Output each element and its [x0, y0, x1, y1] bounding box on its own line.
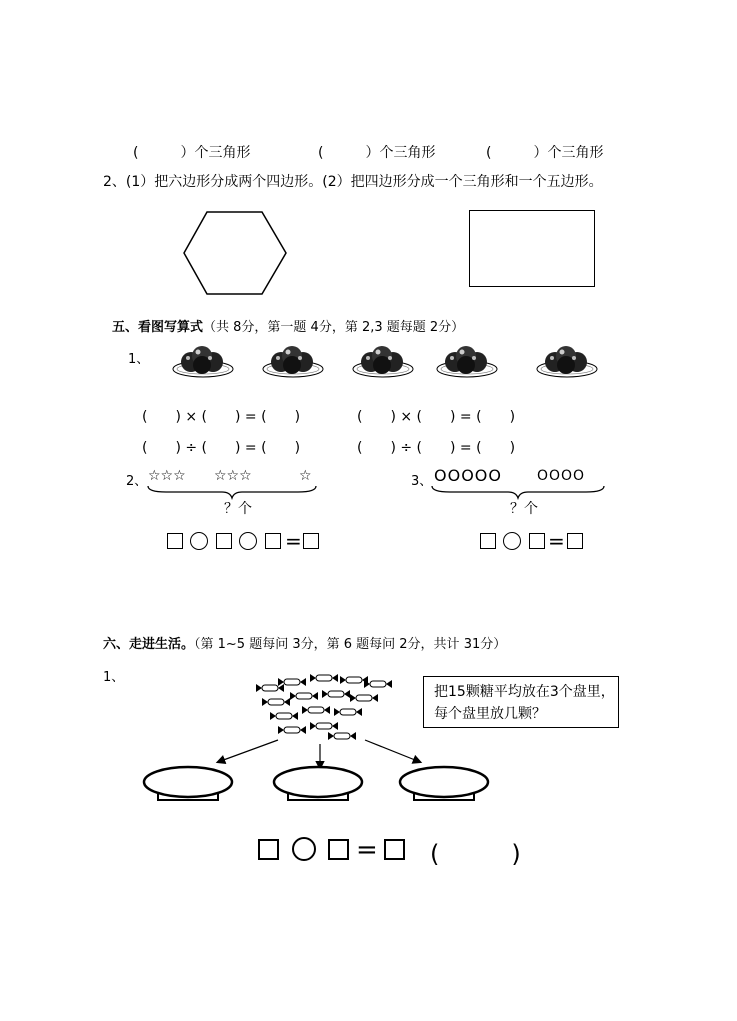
question-divide-shapes: 2、(1）把六边形分成两个四边形。(2）把四边形分成一个三角形和一个五边形。	[103, 174, 603, 190]
divide-equation-right: ( ) ÷ ( ) = ( )	[357, 440, 516, 456]
unit-answer-blank[interactable]: ( )	[430, 840, 521, 868]
answer-box[interactable]	[303, 533, 319, 549]
empty-plate	[400, 767, 488, 800]
triangle-count-blank-1: ( ）个三角形	[133, 145, 251, 161]
answer-box[interactable]	[567, 533, 583, 549]
divide-equation-left: ( ) ÷ ( ) = ( )	[142, 440, 301, 456]
circles-group-2: OOOO	[537, 468, 586, 484]
circles-total-label: ？个	[510, 501, 538, 517]
answer-box[interactable]	[258, 839, 279, 860]
problem-note-box: 把15颗糖平均放在3个盘里，每个盘里放几颗？	[423, 676, 619, 728]
equals-sign: =	[548, 529, 565, 553]
plates-with-arrows	[140, 732, 530, 804]
triangle-count-blank-3: ( ）个三角形	[486, 145, 604, 161]
circles-group-1: OOOOO	[434, 466, 502, 485]
operator-circle[interactable]	[292, 837, 316, 861]
stars-group-3: ☆	[299, 468, 312, 484]
section5-score-note: （共 8分，第一题 4分，第 2,3 题每题 2分）	[203, 320, 465, 335]
answer-box[interactable]	[328, 839, 349, 860]
hexagon-shape	[180, 208, 290, 298]
fruit-plate	[173, 346, 233, 377]
fruit-plates-image	[165, 338, 605, 384]
answer-box[interactable]	[529, 533, 545, 549]
answer-box[interactable]	[167, 533, 183, 549]
operator-circle[interactable]	[190, 532, 208, 550]
operator-circle[interactable]	[503, 532, 521, 550]
fruit-plate	[263, 346, 323, 377]
fruit-plate	[353, 346, 413, 377]
section5-q2-label: 2、	[126, 474, 148, 489]
answer-box[interactable]	[216, 533, 232, 549]
multiply-equation-left: ( ) × ( ) = ( )	[142, 409, 301, 425]
triangle-count-blank-2: ( ）个三角形	[318, 145, 436, 161]
section6-q1-label: 1、	[103, 670, 125, 685]
section5-title: 五、看图写算式	[112, 320, 204, 335]
section6-heading	[103, 633, 506, 652]
answer-box[interactable]	[480, 533, 496, 549]
stars-total-label: ？个	[224, 501, 252, 517]
stars-group-2: ☆☆☆	[214, 468, 252, 484]
answer-box[interactable]	[384, 839, 405, 860]
empty-plate	[144, 767, 232, 800]
equals-sign: =	[356, 835, 378, 865]
multiply-equation-right: ( ) × ( ) = ( )	[357, 409, 516, 425]
section6-title: 六、走进生活。	[103, 637, 195, 652]
section5-heading	[112, 316, 464, 335]
rectangle-shape	[469, 210, 595, 287]
answer-box[interactable]	[265, 533, 281, 549]
section5-q1-label: 1、	[128, 352, 150, 367]
section5-q3-label: 3、	[411, 474, 433, 489]
equals-sign: =	[285, 529, 302, 553]
fruit-plate	[437, 346, 497, 377]
section6-score-note: （第 1~5 题每问 3分，第 6 题每问 2分，共计 31分）	[194, 637, 507, 652]
empty-plate	[274, 767, 362, 800]
stars-group-1: ☆☆☆	[148, 468, 186, 484]
fruit-plate	[537, 346, 597, 377]
operator-circle[interactable]	[239, 532, 257, 550]
